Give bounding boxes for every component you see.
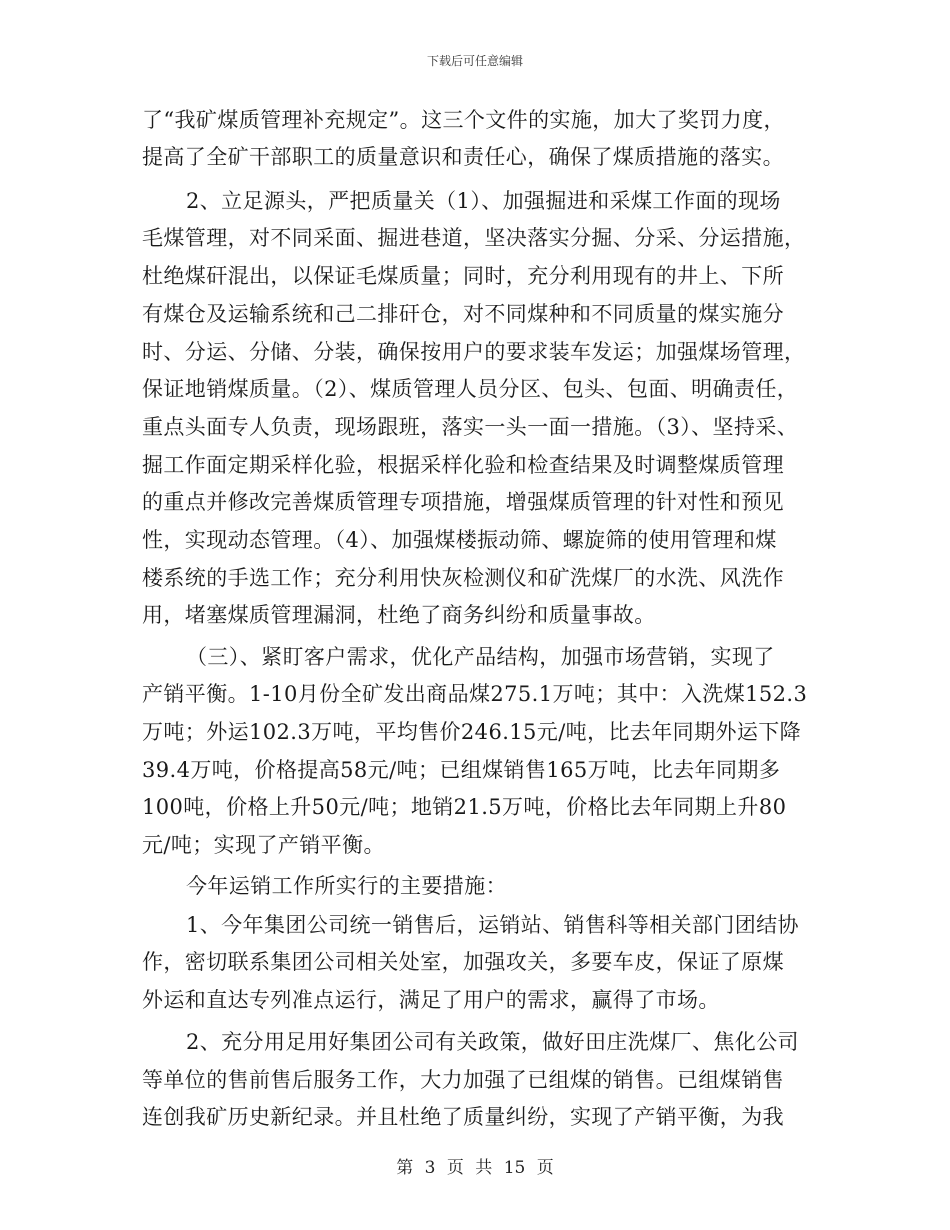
text-line: 提高了全矿干部职工的质量意识和责任心，确保了煤质措施的落实。 xyxy=(142,145,784,169)
text-line: 保证地销煤质量。（2）、煤质管理人员分区、包头、包面、明确责任， xyxy=(142,377,799,401)
text-line: 了“我矿煤质管理补充规定”。这三个文件的实施，加大了奖罚力度， xyxy=(142,108,785,132)
text-line: 杜绝煤矸混出，以保证毛煤质量；同时，充分利用现有的井上、下所 xyxy=(142,264,784,288)
text-line: 毛煤管理，对不同采面、掘进巷道，坚决落实分掘、分采、分运措施， xyxy=(142,226,806,250)
text-line: 重点头面专人负责，现场跟班，落实一头一面一措施。（3）、坚持采、 xyxy=(142,415,799,439)
text-line: 楼系统的手选工作；充分利用快灰检测仪和矿洗煤厂的水洗、风洗作 xyxy=(142,566,784,590)
text-line: （三）、紧盯客户需求，优化产品结构，加强市场营销，实现了 xyxy=(186,645,775,669)
page-header: 下载后可任意编辑 xyxy=(426,54,523,68)
page-footer: 第 3 页 共 15 页 xyxy=(396,1158,554,1178)
text-line: 产销平衡。1-10月份全矿发出商品煤275.1万吨；其中：入洗煤152.3 xyxy=(142,682,808,706)
text-line: 39.4万吨，价格提高58元/吨；已组煤销售165万吨，比去年同期多 xyxy=(142,758,781,782)
text-line: 作，密切联系集团公司相关处室，加强攻关，多要车皮，保证了原煤 xyxy=(142,950,784,974)
text-line: 1、今年集团公司统一销售后，运销站、销售科等相关部门团结协 xyxy=(186,913,799,937)
text-line: 100吨，价格上升50元/吨；地销21.5万吨，价格比去年同期上升80 xyxy=(142,795,787,819)
text-line: 有煤仓及运输系统和己二排矸仓，对不同煤种和不同质量的煤实施分 xyxy=(142,302,784,326)
text-line: 等单位的售前售后服务工作，大力加强了已组煤的销售。已组煤销售 xyxy=(142,1068,784,1092)
text-line: 性，实现动态管理。（4）、加强煤楼振动筛、螺旋筛的使用管理和煤 xyxy=(142,528,777,552)
text-line: 2、立足源头，严把质量关（1）、加强掘进和采煤工作面的现场 xyxy=(186,189,781,213)
text-line: 2、充分用足用好集团公司有关政策，做好田庄洗煤厂、焦化公司 xyxy=(186,1030,799,1054)
text-line: 万吨；外运102.3万吨，平均售价246.15元/吨，比去年同期外运下降 xyxy=(142,720,802,744)
text-line: 时、分运、分储、分装，确保按用户的要求装车发运；加强煤场管理， xyxy=(142,340,806,364)
text-line: 元/吨；实现了产销平衡。 xyxy=(142,833,385,857)
text-line: 的重点并修改完善煤质管理专项措施，增强煤质管理的针对性和预见 xyxy=(142,490,784,514)
text-line: 连创我矿历史新纪录。并且杜绝了质量纠纷，实现了产销平衡，为我 xyxy=(142,1105,784,1129)
text-line: 今年运销工作所实行的主要措施： xyxy=(186,874,507,898)
text-line: 掘工作面定期采样化验，根据采样化验和检查结果及时调整煤质管理 xyxy=(142,453,784,477)
text-line: 用，堵塞煤质管理漏洞，杜绝了商务纠纷和质量事故。 xyxy=(142,603,656,627)
text-line: 外运和直达专列准点运行，满足了用户的需求，赢得了市场。 xyxy=(142,988,720,1012)
